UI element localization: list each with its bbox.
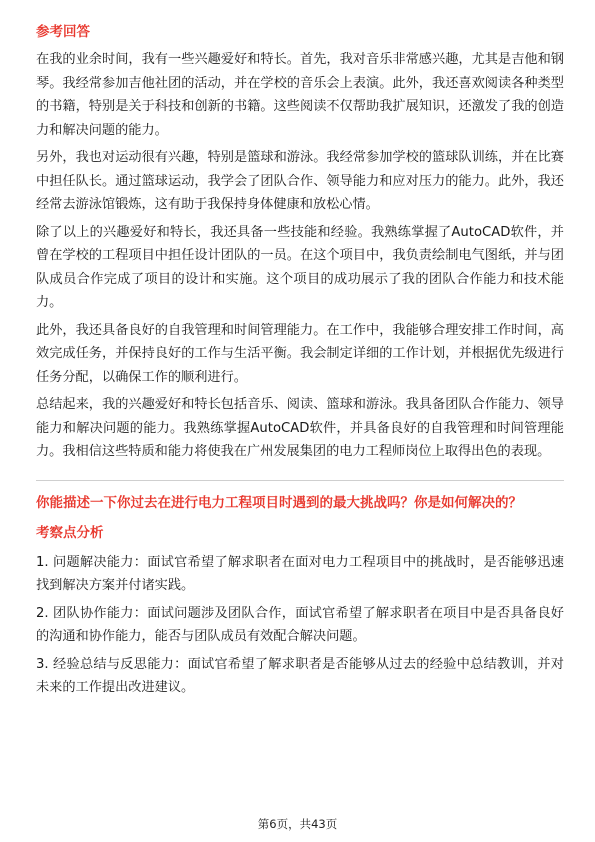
section-divider (36, 480, 564, 481)
reference-answer-heading: 参考回答 (36, 24, 90, 40)
document-page (36, 22, 564, 704)
answer-paragraph-3: 除了以上的兴趣爱好和特长，我还具备一些技能和经验。我熟练掌握了AutoCAD软件，并曾在学校的工程项目中担任设计团队的一员。在这个项目中，我负责绘制电气图纸，并与团队成员合作完成了项目的设计和实施。这个项目的成功展示了我的团队合作能力和技术能力。 (36, 224, 564, 310)
answer-paragraph-2: 另外，我也对运动很有兴趣，特别是篮球和游泳。我经常参加学校的篮球队训练，并在比赛中担任队长。通过篮球运动，我学会了团队合作、领导能力和应对压力的能力。此外，我还经常去游泳馆锻炼，这有助于我保持身体健康和放松心情。 (36, 150, 564, 212)
analysis-heading: 考察点分析 (36, 524, 104, 541)
answer-paragraph-1: 在我的业余时间，我有一些兴趣爱好和特长。首先，我对音乐非常感兴趣，尤其是吉他和钢琴。我经常参加吉他社团的活动，并在学校的音乐会上表演。此外，我还喜欢阅读各种类型的书籍，特别是关于科技和创新的书籍。这些阅读不仅帮助我扩展知识，还激发了我的创造力和解决问题的能力。 (36, 52, 564, 138)
analysis-item-2: 2. 团队协作能力：面试问题涉及团队合作，面试官希望了解求职者在项目中是否具备良好的沟通和协作能力，能否与团队成员有效配合解决问题。 (36, 605, 564, 644)
answer-paragraph-4: 此外，我还具备良好的自我管理和时间管理能力。在工作中，我能够合理安排工作时间，高效完成任务，并保持良好的工作与生活平衡。我会制定详细的工作计划，并根据优先级进行任务分配，以确保工作的顺利进行。 (36, 322, 564, 385)
answer-paragraph-5: 总结起来，我的兴趣爱好和特长包括音乐、阅读、篮球和游泳。我具备团队合作能力、领导能力和解决问题的能力。我熟练掌握AutoCAD软件，并具备良好的自我管理和时间管理能力。我相信这些特质和能力将使我在广州发展集团的电力工程师岗位上取得出色的表现。 (36, 397, 564, 459)
interview-question: 你能描述一下你过去在进行电力工程项目时遇到的最大挑战吗？你是如何解决的？ (36, 494, 522, 511)
analysis-item-3: 3. 经验总结与反思能力：面试官希望了解求职者是否能够从过去的经验中总结教训，并对未来的工作提出改进建议。 (36, 656, 564, 695)
analysis-item-1: 1. 问题解决能力：面试官希望了解求职者在面对电力工程项目中的挑战时，是否能够迅速找到解决方案并付诸实践。 (36, 554, 564, 593)
page-number-footer: 第6页，共43页 (257, 817, 338, 831)
